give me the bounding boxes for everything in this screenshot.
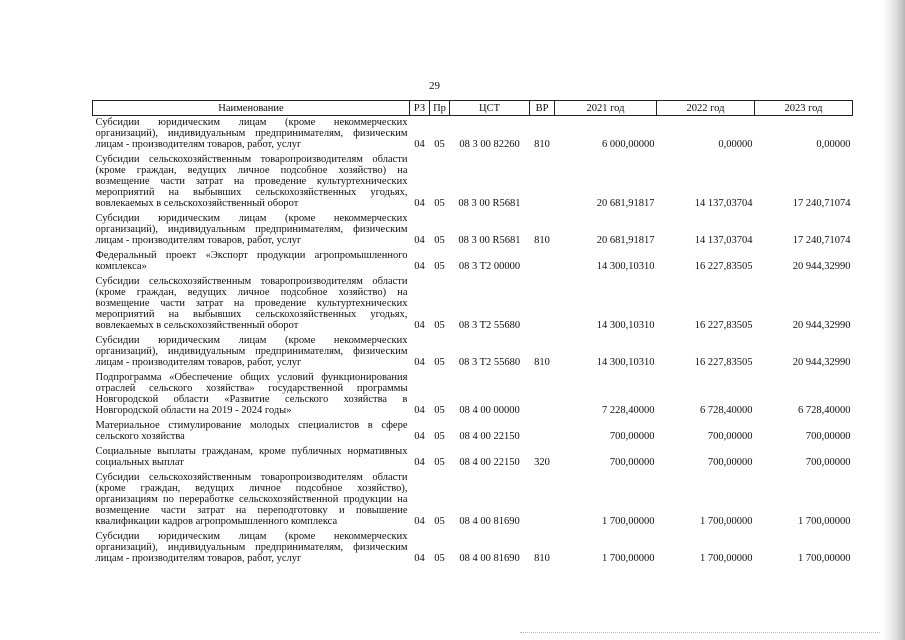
row-vr: 810 — [534, 357, 550, 368]
row-2023: 17 240,71074 — [792, 235, 851, 246]
row-rz: 04 — [414, 357, 425, 368]
row-rz: 04 — [414, 198, 425, 209]
row-2023: 20 944,32990 — [792, 320, 851, 331]
row-2021: 700,00000 — [609, 457, 655, 468]
row-2022: 700,00000 — [707, 431, 753, 442]
row-2022: 14 137,03704 — [694, 198, 753, 209]
row-2021: 1 700,00000 — [602, 516, 655, 527]
row-2021: 20 681,91817 — [596, 198, 655, 209]
table-row — [93, 212, 853, 249]
header-cst: ЦСТ — [450, 101, 530, 116]
table-row — [93, 116, 853, 154]
row-name: Субсидии юридическим лицам (кроме некоммерческих организаций), индивидуальным предпринимателям, физическим лицам - производителям товаров, работ, услуг — [95, 117, 408, 150]
table-row — [93, 445, 853, 471]
row-rz: 04 — [414, 516, 425, 527]
row-vr: 810 — [534, 139, 550, 150]
header-2023: 2023 год — [755, 101, 853, 116]
row-rz: 04 — [414, 457, 425, 468]
row-2023: 20 944,32990 — [792, 357, 851, 368]
row-2021: 1 700,00000 — [602, 553, 655, 564]
scan-bottom-specks — [520, 632, 880, 636]
header-vr: ВР — [530, 101, 555, 116]
row-2021: 6 000,00000 — [602, 139, 655, 150]
row-vr — [530, 249, 555, 275]
header-2021: 2021 год — [555, 101, 657, 116]
row-name: Субсидии сельскохозяйственным товаропроизводителям области (кроме граждан, ведущих личное подсобное хозяйство) на возмещение части затрат на проведение культуртехнических мероприятий на выбывших сельскохозяйственных угодьях, вовлекаемых в сельскохозяйственный оборот — [95, 276, 408, 331]
header-pr: Пр — [430, 101, 450, 116]
row-name: Субсидии сельскохозяйственным товаропроизводителям области (кроме граждан, ведущих личное подсобное хозяйство), организациям по переработке сельскохозяйственной продукции на возмещение части затрат на переподготовку и повышение квалификации кадров агропромышленного комплекса — [95, 472, 408, 527]
row-2023: 700,00000 — [805, 431, 851, 442]
row-2022: 0,00000 — [718, 139, 753, 150]
table-body — [93, 116, 853, 568]
row-rz: 04 — [414, 320, 425, 331]
row-2022: 700,00000 — [707, 457, 753, 468]
header-rz: РЗ — [410, 101, 430, 116]
row-cst: 08 3 00 82260 — [459, 139, 520, 150]
row-vr — [530, 153, 555, 212]
table-row — [93, 371, 853, 419]
row-name: Социальные выплаты гражданам, кроме публичных нормативных социальных выплат — [95, 446, 408, 468]
row-pr: 05 — [434, 431, 445, 442]
row-vr — [530, 471, 555, 530]
table-row — [93, 275, 853, 334]
row-pr: 05 — [434, 261, 445, 272]
row-rz: 04 — [414, 139, 425, 150]
row-cst: 08 3 T2 55680 — [458, 357, 521, 368]
row-pr: 05 — [434, 553, 445, 564]
row-2023: 1 700,00000 — [798, 516, 851, 527]
row-2022: 14 137,03704 — [694, 235, 753, 246]
header-name: Наименование — [93, 101, 410, 116]
row-2022: 16 227,83505 — [694, 357, 753, 368]
row-2021: 14 300,10310 — [596, 357, 655, 368]
row-cst: 08 4 00 22150 — [459, 457, 520, 468]
row-2022: 16 227,83505 — [694, 320, 753, 331]
row-pr: 05 — [434, 320, 445, 331]
row-name: Субсидии юридическим лицам (кроме некоммерческих организаций), индивидуальным предпринимателям, физическим лицам - производителям товаров, работ, услуг — [95, 531, 408, 564]
scan-edge-shadow — [883, 0, 905, 640]
row-name: Подпрограмма «Обеспечение общих условий функционирования отраслей сельского хозяйства» государственной программы Новгородской области «Развитие сельского хозяйства в Новгородской области на 2019 - 2024 годы» — [95, 372, 408, 416]
row-pr: 05 — [434, 405, 445, 416]
row-cst: 08 3 T2 55680 — [458, 320, 521, 331]
table-header — [93, 101, 853, 116]
row-cst: 08 4 00 81690 — [459, 516, 520, 527]
row-2022: 6 728,40000 — [700, 405, 753, 416]
page-number: 29 — [429, 80, 440, 92]
row-2023: 20 944,32990 — [792, 261, 851, 272]
row-2022: 1 700,00000 — [700, 553, 753, 564]
header-2022: 2022 год — [657, 101, 755, 116]
row-2021: 7 228,40000 — [602, 405, 655, 416]
row-pr: 05 — [434, 235, 445, 246]
row-rz: 04 — [414, 431, 425, 442]
budget-table — [92, 100, 853, 567]
row-2023: 1 700,00000 — [798, 553, 851, 564]
row-2021: 14 300,10310 — [596, 261, 655, 272]
row-2023: 0,00000 — [816, 139, 851, 150]
row-rz: 04 — [414, 405, 425, 416]
row-vr: 320 — [534, 457, 550, 468]
row-vr — [530, 275, 555, 334]
row-cst: 08 4 00 00000 — [459, 405, 520, 416]
row-rz: 04 — [414, 261, 425, 272]
row-pr: 05 — [434, 516, 445, 527]
row-name: Субсидии юридическим лицам (кроме некоммерческих организаций), индивидуальным предпринимателям, физическим лицам - производителям товаров, работ, услуг — [95, 335, 408, 368]
row-pr: 05 — [434, 139, 445, 150]
row-2021: 20 681,91817 — [596, 235, 655, 246]
row-2021: 700,00000 — [609, 431, 655, 442]
row-vr: 810 — [534, 235, 550, 246]
table-row — [93, 419, 853, 445]
row-2022: 1 700,00000 — [700, 516, 753, 527]
row-name: Субсидии юридическим лицам (кроме некоммерческих организаций), индивидуальным предпринимателям, физическим лицам - производителям товаров, работ, услуг — [95, 213, 408, 246]
row-vr — [530, 371, 555, 419]
row-pr: 05 — [434, 198, 445, 209]
row-vr: 810 — [534, 553, 550, 564]
row-vr — [530, 419, 555, 445]
row-cst: 08 4 00 22150 — [459, 431, 520, 442]
table-row — [93, 249, 853, 275]
row-2023: 700,00000 — [805, 457, 851, 468]
row-name: Материальное стимулирование молодых специалистов в сфере сельского хозяйства — [95, 420, 408, 442]
table-row — [93, 530, 853, 567]
row-rz: 04 — [414, 553, 425, 564]
row-2021: 14 300,10310 — [596, 320, 655, 331]
row-2022: 16 227,83505 — [694, 261, 753, 272]
table-row — [93, 334, 853, 371]
table-row — [93, 153, 853, 212]
table-row — [93, 471, 853, 530]
row-2023: 17 240,71074 — [792, 198, 851, 209]
row-rz: 04 — [414, 235, 425, 246]
row-2023: 6 728,40000 — [798, 405, 851, 416]
row-pr: 05 — [434, 357, 445, 368]
row-pr: 05 — [434, 457, 445, 468]
row-cst: 08 3 00 R5681 — [458, 235, 521, 246]
row-cst: 08 3 T2 00000 — [458, 261, 521, 272]
row-cst: 08 4 00 81690 — [459, 553, 520, 564]
row-cst: 08 3 00 R5681 — [458, 198, 521, 209]
row-name: Субсидии сельскохозяйственным товаропроизводителям области (кроме граждан, ведущих личное подсобное хозяйство) на возмещение части затрат на проведение культуртехнических мероприятий на выбывших сельскохозяйственных угодьях, вовлекаемых в сельскохозяйственный оборот — [95, 154, 408, 209]
row-name: Федеральный проект «Экспорт продукции агропромышленного комплекса» — [95, 250, 408, 272]
